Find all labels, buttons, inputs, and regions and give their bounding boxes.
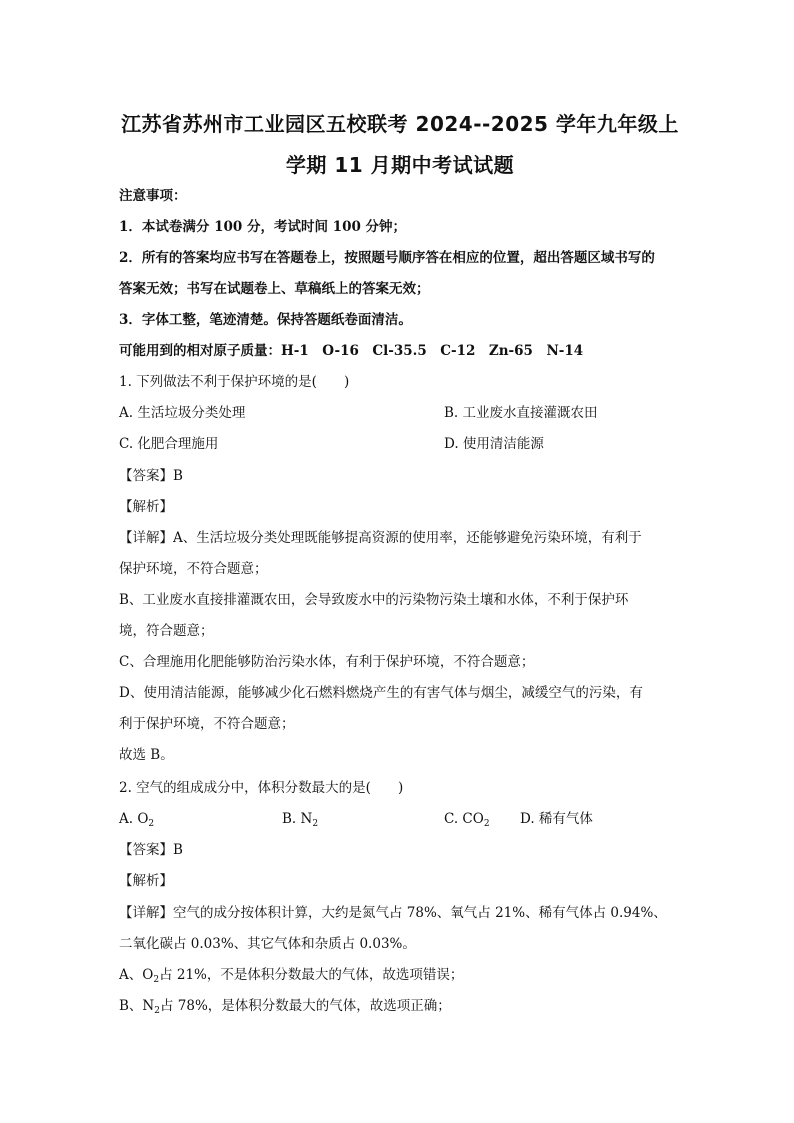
q1-option-d: D. 使用清洁能源 bbox=[444, 436, 544, 452]
q1-options-row-2 bbox=[119, 435, 679, 453]
q1-detail-4b: 利于保护环境，不符合题意； bbox=[119, 716, 295, 732]
title-line-1: 江苏省苏州市工业园区五校联考 2024--2025 学年九年级上 bbox=[121, 112, 679, 136]
q2-option-d: D. 稀有气体 bbox=[520, 811, 593, 827]
q1-option-a: A. 生活垃圾分类处理 bbox=[119, 405, 246, 421]
notice-item-2b: 答案无效；书写在试题卷上、草稿纸上的答案无效； bbox=[119, 281, 430, 297]
q1-analysis: 【解析】 bbox=[119, 499, 173, 515]
q2-detail-1a: 【详解】空气的成分按体积计算，大约是氮气占 78%、氧气占 21%、稀有气体占 0.94%、 bbox=[119, 905, 667, 921]
q2-detail-3: B、$N_2$占 78%，是体积分数最大的气体，故选项正确； bbox=[119, 998, 451, 1016]
atomic-mass-line: 可能用到的相对原子质量：H-1 O-16 Cl-35.5 C-12 Zn-65 N-14 bbox=[119, 343, 584, 359]
q1-option-c: C. 化肥合理施用 bbox=[119, 436, 219, 452]
q2-option-a: A. $O_2$ bbox=[119, 811, 155, 829]
q2-option-b: B. $N_2$ bbox=[282, 811, 319, 829]
q2-stem: 2. 空气的组成成分中，体积分数最大的是( ) bbox=[119, 780, 404, 796]
title-line-2: 学期 11 月期中考试试题 bbox=[285, 153, 515, 177]
notice-item-2a: 2．所有的答案均应书写在答题卷上，按照题号顺序答在相应的位置，超出答题区域书写的 bbox=[119, 250, 655, 266]
q1-options-row-1 bbox=[119, 404, 679, 422]
q2-options-row bbox=[119, 810, 679, 828]
q2-analysis: 【解析】 bbox=[119, 873, 173, 889]
q1-detail-3: C、合理施用化肥能够防治污染水体，有利于保护环境，不符合题意； bbox=[119, 654, 535, 670]
q1-stem: 1. 下列做法不利于保护环境的是( ) bbox=[119, 374, 350, 390]
q1-option-b: B. 工业废水直接灌溉农田 bbox=[444, 405, 598, 421]
q1-detail-1b: 保护环境，不符合题意； bbox=[119, 561, 268, 577]
q2-detail-1b: 二氧化碳占 0.03%、其它气体和杂质占 0.03%。 bbox=[119, 936, 416, 952]
q2-answer: 【答案】B bbox=[119, 842, 183, 858]
q1-conclusion: 故选 B。 bbox=[119, 747, 174, 763]
q2-option-c: C. $CO_2$ bbox=[444, 811, 490, 829]
q1-detail-2a: B、工业废水直接排灌溉农田，会导致废水中的污染物污染土壤和水体，不利于保护环 bbox=[119, 592, 629, 608]
q2-detail-2: A、$O_2$占 21%，不是体积分数最大的气体，故选项错误； bbox=[119, 967, 464, 985]
notice-heading: 注意事项： bbox=[119, 188, 187, 204]
q1-detail-4a: D、使用清洁能源，能够减少化石燃料燃烧产生的有害气体与烟尘，减缓空气的污染，有 bbox=[119, 685, 643, 701]
q1-detail-2b: 境，符合题意； bbox=[119, 623, 214, 639]
q1-answer: 【答案】B bbox=[119, 468, 183, 484]
q1-detail-1a: 【详解】A、生活垃圾分类处理既能够提高资源的使用率，还能够避免污染环境，有利于 bbox=[119, 530, 642, 546]
notice-item-3: 3．字体工整，笔迹清楚。保持答题纸卷面清洁。 bbox=[119, 312, 412, 328]
notice-item-1: 1．本试卷满分 100 分，考试时间 100 分钟； bbox=[119, 219, 407, 235]
